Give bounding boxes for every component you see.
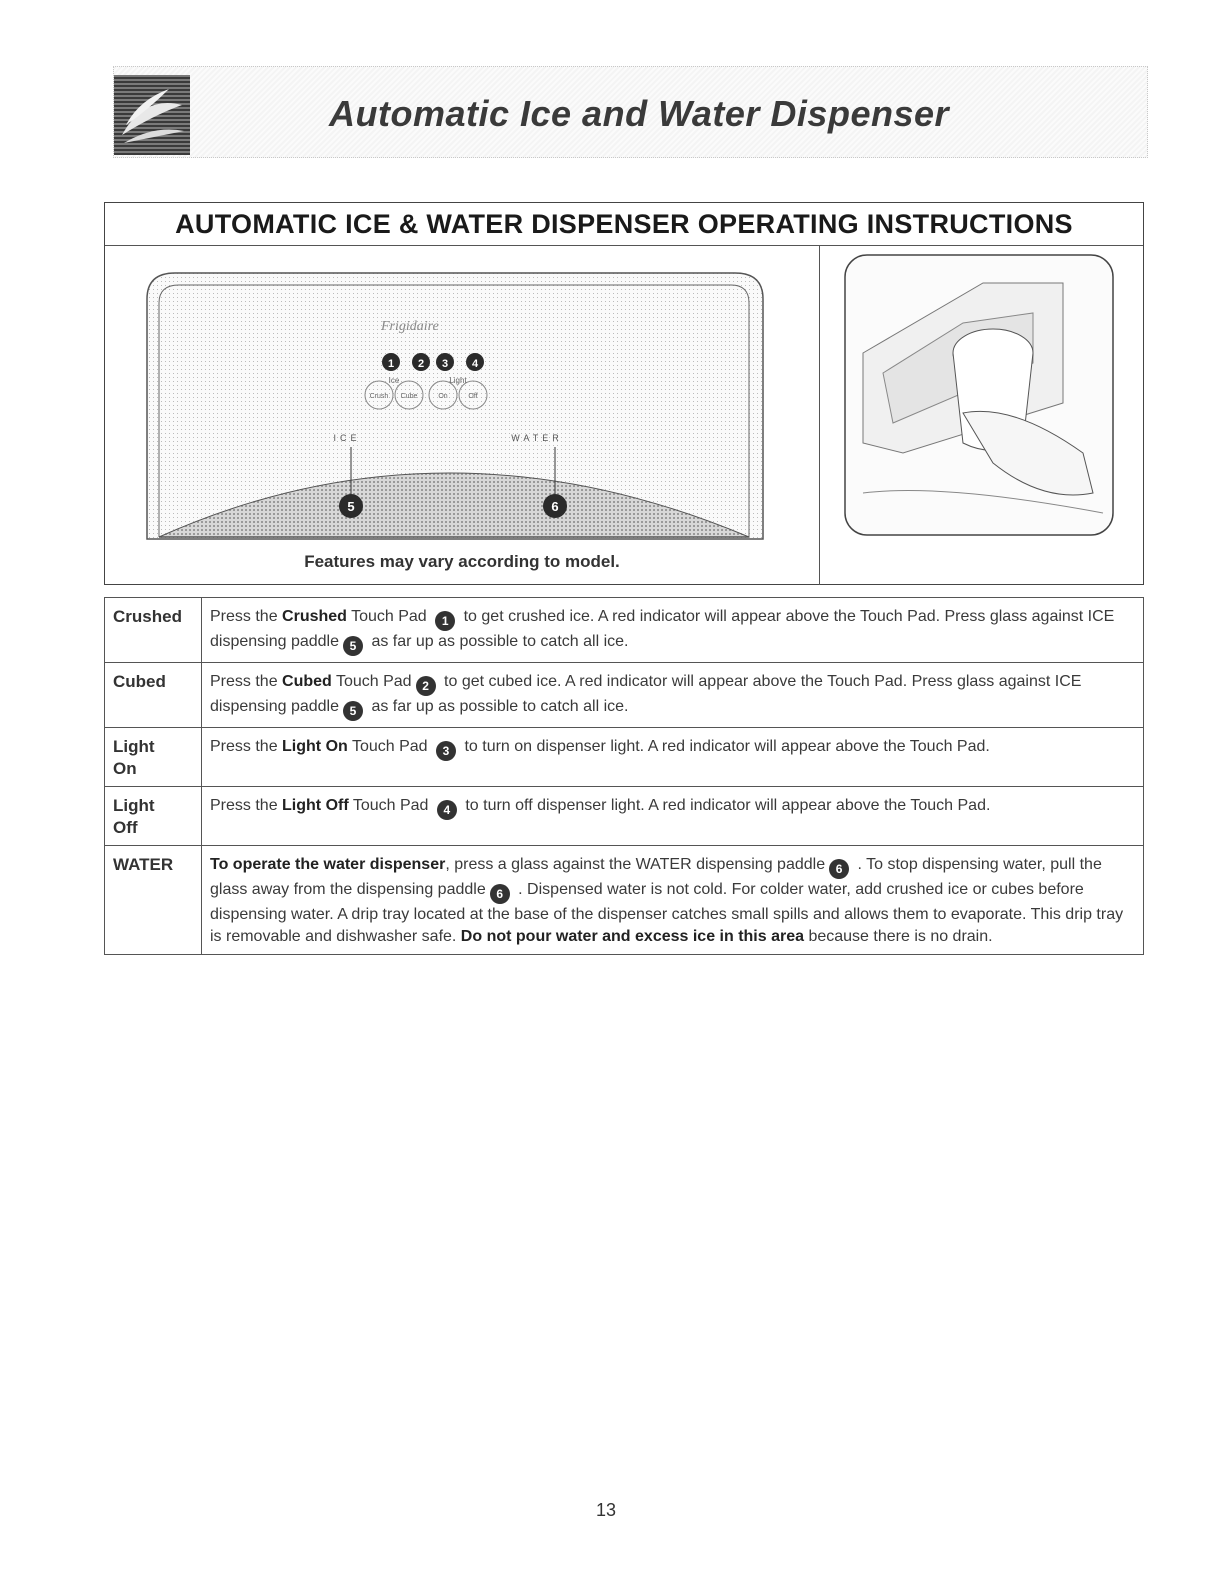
- number-badge: 5: [343, 701, 363, 721]
- dispenser-hand-illustration: [843, 253, 1115, 542]
- instructions-box: [104, 202, 1144, 585]
- table-row: [105, 846, 1144, 955]
- row-label: WATER: [105, 846, 202, 955]
- number-badge: 1: [435, 611, 455, 631]
- instruction-table: [104, 597, 1144, 955]
- pad-number-3: 3: [441, 358, 449, 370]
- table-row: [105, 598, 1144, 663]
- number-badge: 4: [437, 800, 457, 820]
- row-label: Light Off: [105, 787, 202, 846]
- row-label: Cubed: [105, 663, 202, 728]
- row-description: Press the Cubed Touch Pad 2 to get cubed ice. A red indicator will appear above the Touch Pad. Press glass against ICE dispensing paddle 5 as far up as possible to catch all ice.: [202, 663, 1144, 728]
- paddle-number-6: 6: [551, 499, 559, 514]
- section-title: AUTOMATIC ICE & WATER DISPENSER OPERATING INSTRUCTIONS: [105, 203, 1143, 246]
- row-label: Crushed: [105, 598, 202, 663]
- paddle-number-5: 5: [347, 499, 355, 514]
- number-badge: 2: [416, 676, 436, 696]
- row-description: To operate the water dispenser, press a glass against the WATER dispensing paddle 6 . To stop dispensing water, pull the glass away from the dispensing paddle 6 . Dispensed water is not cold. For colder water, add crushed ice or cubes before dispensing water. A drip tray located at the base of the dispenser catches small spills and allows them to evaporate. This drip tray is removable and dishwasher safe. Do not pour water and excess ice in this area because there is no drain.: [202, 846, 1144, 955]
- number-badge: 5: [343, 636, 363, 656]
- ice-paddle-label: ICE: [333, 433, 361, 443]
- pad-number-1: 1: [387, 358, 395, 370]
- number-badge: 6: [829, 859, 849, 879]
- pad-off: Off: [468, 393, 478, 400]
- page-number: 13: [595, 1500, 617, 1520]
- divider: [819, 245, 820, 585]
- table-row: [105, 663, 1144, 728]
- water-paddle-label: WATER: [511, 433, 563, 443]
- group-ice-label: Ice: [388, 376, 400, 385]
- pad-number-4: 4: [471, 358, 479, 370]
- pad-on: On: [438, 393, 448, 400]
- pad-number-2: 2: [417, 358, 425, 370]
- pad-cube: Cube: [400, 393, 418, 400]
- caption: Features may vary according to model.: [304, 552, 620, 571]
- leaves-logo-icon: [114, 75, 190, 155]
- pad-crush: Crush: [369, 393, 389, 400]
- table-row: [105, 728, 1144, 787]
- table-row: [105, 787, 1144, 846]
- number-badge: 6: [490, 884, 510, 904]
- row-label: Light On: [105, 728, 202, 787]
- row-description: Press the Light On Touch Pad 3 to turn on dispenser light. A red indicator will appear above the Touch Pad.: [202, 728, 1144, 787]
- row-description: Press the Light Off Touch Pad 4 to turn off dispenser light. A red indicator will appear above the Touch Pad.: [202, 787, 1144, 846]
- control-panel-illustration: [145, 269, 765, 548]
- header-title: Automatic Ice and Water Dispenser: [329, 93, 950, 134]
- page-header: [113, 66, 1148, 158]
- brand-label: Frigidaire: [381, 319, 439, 334]
- number-badge: 3: [436, 741, 456, 761]
- row-description: Press the Crushed Touch Pad 1 to get crushed ice. A red indicator will appear above the Touch Pad. Press glass against ICE dispensing paddle 5 as far up as possible to catch all ice.: [202, 598, 1144, 663]
- group-light-label: Light: [449, 376, 467, 385]
